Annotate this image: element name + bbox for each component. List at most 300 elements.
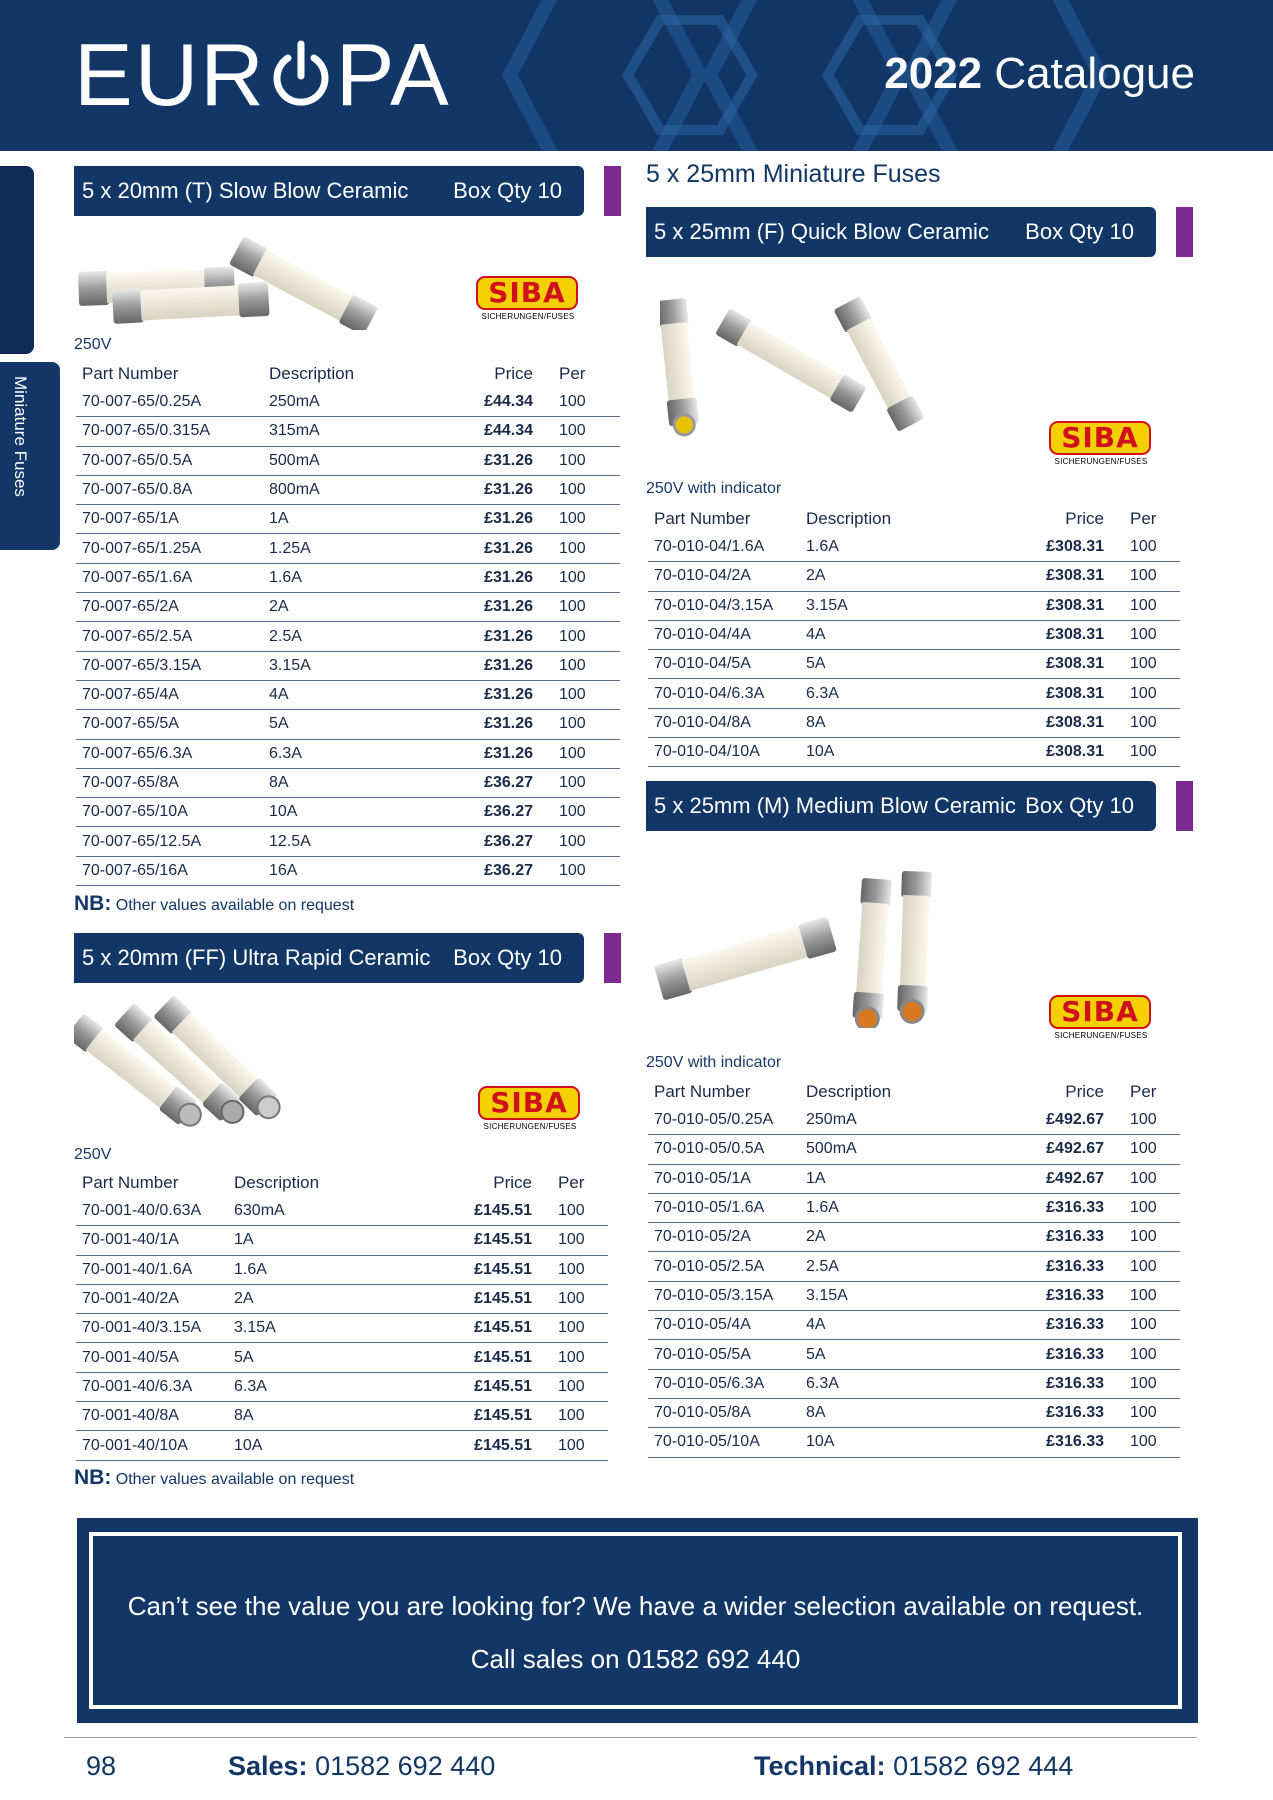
section-qty: Box Qty 10: [453, 178, 562, 203]
cell-price: £145.51: [448, 1197, 538, 1226]
cell-per: 100: [538, 1431, 608, 1460]
cell-price: £145.51: [448, 1314, 538, 1343]
cell-part-number: 70-010-04/2A: [648, 562, 800, 591]
cell-per: 100: [539, 622, 620, 651]
note-label: NB:: [74, 892, 112, 915]
table-row: [648, 708, 1180, 737]
table-row: [76, 563, 620, 592]
table-row: [76, 827, 620, 856]
cell-part-number: 70-007-65/6.3A: [76, 739, 263, 768]
cell-price: £145.51: [448, 1372, 538, 1401]
table-row: [76, 856, 620, 885]
col-price: Price: [494, 364, 533, 383]
cell-price: £36.27: [463, 827, 539, 856]
cell-part-number: 70-001-40/2A: [76, 1284, 228, 1313]
table-row: [76, 1314, 608, 1343]
siba-subtitle: SICHERUNGEN/FUSES: [483, 1122, 577, 1131]
price-table-slow-blow: [76, 360, 620, 886]
siba-subtitle: SICHERUNGEN/FUSES: [481, 312, 575, 321]
ultra-rapid-fuse-image: [74, 995, 304, 1145]
cell-description: 5A: [228, 1343, 448, 1372]
siba-logo: [1049, 995, 1153, 1045]
cell-per: 100: [538, 1343, 608, 1372]
cell-price: £31.26: [463, 710, 539, 739]
cell-per: 100: [539, 475, 620, 504]
col-part-number: Part Number: [82, 364, 179, 383]
catalogue-title: [884, 49, 1195, 98]
cell-part-number: 70-007-65/8A: [76, 768, 263, 797]
table-row: [648, 1398, 1180, 1427]
cell-price: £44.34: [463, 417, 539, 446]
cell-part-number: 70-010-05/2A: [648, 1223, 800, 1252]
table-row: [76, 446, 620, 475]
table-row: [76, 1255, 608, 1284]
cell-part-number: 70-001-40/1A: [76, 1226, 228, 1255]
cell-description: 1.6A: [800, 533, 1020, 562]
cell-description: 1A: [800, 1164, 1020, 1193]
table-row: [648, 1252, 1180, 1281]
cell-description: 1.6A: [228, 1255, 448, 1284]
cell-per: 100: [539, 505, 620, 534]
cell-part-number: 70-001-40/6.3A: [76, 1372, 228, 1401]
cell-price: £316.33: [1020, 1369, 1110, 1398]
cell-description: 1.25A: [263, 534, 463, 563]
cell-description: 5A: [800, 1340, 1020, 1369]
cell-description: 630mA: [228, 1197, 448, 1226]
accent-marker: [604, 933, 621, 983]
cell-part-number: 70-007-65/2.5A: [76, 622, 263, 651]
table-row: [648, 1311, 1180, 1340]
technical-number[interactable]: 01582 692 444: [893, 1751, 1074, 1781]
cell-per: 100: [1110, 1369, 1180, 1398]
cell-description: 10A: [800, 1428, 1020, 1457]
table-row: [76, 1226, 608, 1255]
cell-part-number: 70-007-65/1A: [76, 505, 263, 534]
col-description: Description: [269, 364, 355, 383]
cell-per: 100: [1110, 1428, 1180, 1457]
table-row: [76, 768, 620, 797]
section-name: 5 x 25mm (M) Medium Blow Ceramic: [654, 793, 1016, 818]
table-row: [648, 562, 1180, 591]
col-per: Per: [1130, 509, 1157, 528]
siba-subtitle: SICHERUNGEN/FUSES: [1054, 1031, 1148, 1040]
table-row: [648, 650, 1180, 679]
note-text: Other values available on request: [115, 897, 355, 914]
cell-price: £31.26: [463, 563, 539, 592]
footer-sales: [228, 1751, 495, 1782]
cell-per: 100: [538, 1226, 608, 1255]
cell-description: 10A: [800, 738, 1020, 767]
section-bar-quick-blow: [646, 207, 1156, 257]
cell-description: 3.15A: [263, 651, 463, 680]
cell-description: 500mA: [800, 1135, 1020, 1164]
accent-marker: [1176, 207, 1193, 257]
side-tab-miniature-fuses[interactable]: [0, 362, 60, 550]
request-banner: [77, 1518, 1198, 1723]
cell-description: 1A: [228, 1226, 448, 1255]
logo-text-end: PA: [335, 25, 451, 124]
cell-per: 100: [539, 739, 620, 768]
cell-part-number: 70-010-05/2.5A: [648, 1252, 800, 1281]
section-bar-slow-blow: [74, 166, 584, 216]
table-row: [76, 475, 620, 504]
note-section2: [74, 1466, 354, 1490]
table-row: [648, 1164, 1180, 1193]
col-per: Per: [558, 1173, 585, 1192]
cell-description: 4A: [800, 620, 1020, 649]
col-price: Price: [493, 1173, 532, 1192]
cell-part-number: 70-007-65/5A: [76, 710, 263, 739]
cell-per: 100: [538, 1255, 608, 1284]
section-bar-medium-blow: [646, 781, 1156, 831]
cell-price: £145.51: [448, 1431, 538, 1460]
cell-description: 250mA: [800, 1106, 1020, 1135]
cell-per: 100: [1110, 708, 1180, 737]
cell-price: £308.31: [1020, 620, 1110, 649]
cell-price: £145.51: [448, 1343, 538, 1372]
table-row: [76, 739, 620, 768]
cell-part-number: 70-001-40/8A: [76, 1402, 228, 1431]
col-per: Per: [1130, 1082, 1157, 1101]
cell-description: 8A: [800, 1398, 1020, 1427]
siba-logo: [478, 1086, 582, 1136]
cell-per: 100: [539, 827, 620, 856]
cell-description: 12.5A: [263, 827, 463, 856]
cell-per: 100: [539, 417, 620, 446]
cell-description: 6.3A: [228, 1372, 448, 1401]
price-table-quick-blow: [648, 505, 1180, 767]
cell-description: 3.15A: [800, 1281, 1020, 1310]
cell-price: £145.51: [448, 1226, 538, 1255]
side-tab-previous[interactable]: [0, 166, 34, 354]
table-row: [76, 1431, 608, 1460]
cell-part-number: 70-010-05/10A: [648, 1428, 800, 1457]
cell-price: £316.33: [1020, 1398, 1110, 1427]
voltage-label: 250V with indicator: [646, 1054, 782, 1071]
cell-per: 100: [1110, 562, 1180, 591]
col-part-number: Part Number: [82, 1173, 179, 1192]
cell-per: 100: [1110, 1193, 1180, 1222]
cell-price: £308.31: [1020, 708, 1110, 737]
cell-description: 1A: [263, 505, 463, 534]
cell-per: 100: [1110, 1311, 1180, 1340]
cell-description: 3.15A: [800, 591, 1020, 620]
cell-description: 6.3A: [800, 1369, 1020, 1398]
power-icon: [270, 36, 332, 114]
cell-part-number: 70-007-65/16A: [76, 856, 263, 885]
cell-price: £31.26: [463, 651, 539, 680]
table-row: [648, 1223, 1180, 1252]
cell-part-number: 70-007-65/2A: [76, 593, 263, 622]
col-description: Description: [806, 509, 892, 528]
cell-per: 100: [1110, 1223, 1180, 1252]
table-row: [76, 593, 620, 622]
cell-price: £316.33: [1020, 1252, 1110, 1281]
cell-per: 100: [539, 446, 620, 475]
cell-part-number: 70-010-05/4A: [648, 1311, 800, 1340]
siba-brand: SIBA: [476, 276, 578, 310]
cell-price: £316.33: [1020, 1281, 1110, 1310]
table-row: [76, 798, 620, 827]
cell-price: £316.33: [1020, 1428, 1110, 1457]
cell-price: £316.33: [1020, 1340, 1110, 1369]
table-row: [76, 417, 620, 446]
cell-per: 100: [538, 1284, 608, 1313]
cell-description: 2A: [800, 1223, 1020, 1252]
cell-per: 100: [538, 1314, 608, 1343]
section-qty: Box Qty 10: [1025, 793, 1134, 818]
cell-per: 100: [1110, 1340, 1180, 1369]
cell-part-number: 70-010-04/10A: [648, 738, 800, 767]
cell-part-number: 70-007-65/12.5A: [76, 827, 263, 856]
cell-part-number: 70-007-65/3.15A: [76, 651, 263, 680]
table-row: [76, 651, 620, 680]
cell-part-number: 70-010-04/1.6A: [648, 533, 800, 562]
siba-logo: [1049, 421, 1153, 471]
footer-divider: [64, 1737, 1197, 1738]
voltage-label: 250V with indicator: [646, 480, 782, 497]
table-row: [648, 1428, 1180, 1457]
cell-per: 100: [539, 593, 620, 622]
section-bar-ultra-rapid: [74, 933, 584, 983]
cell-price: £492.67: [1020, 1164, 1110, 1193]
col-per: Per: [559, 364, 586, 383]
siba-subtitle: SICHERUNGEN/FUSES: [1054, 457, 1148, 466]
cell-price: £44.34: [463, 388, 539, 417]
cell-per: 100: [1110, 1252, 1180, 1281]
cell-part-number: 70-010-04/4A: [648, 620, 800, 649]
note-label: NB:: [74, 1466, 112, 1489]
cell-price: £316.33: [1020, 1311, 1110, 1340]
table-row: [648, 591, 1180, 620]
cell-description: 2A: [800, 562, 1020, 591]
cell-per: 100: [1110, 1281, 1180, 1310]
col-part-number: Part Number: [654, 1082, 751, 1101]
cell-per: 100: [539, 768, 620, 797]
price-table-medium-blow: [648, 1078, 1180, 1458]
cell-part-number: 70-010-05/1.6A: [648, 1193, 800, 1222]
cell-description: 2A: [263, 593, 463, 622]
cell-part-number: 70-010-05/6.3A: [648, 1369, 800, 1398]
col-description: Description: [806, 1082, 892, 1101]
cell-price: £36.27: [463, 856, 539, 885]
cell-price: £31.26: [463, 739, 539, 768]
cell-description: 8A: [800, 708, 1020, 737]
cell-description: 1.6A: [263, 563, 463, 592]
cell-price: £145.51: [448, 1284, 538, 1313]
table-row: [648, 533, 1180, 562]
table-header-row: [648, 1078, 1180, 1106]
cell-price: £36.27: [463, 768, 539, 797]
cell-description: 1.6A: [800, 1193, 1020, 1222]
cell-description: 8A: [263, 768, 463, 797]
side-tab-label: Miniature Fuses: [11, 376, 30, 497]
footer-technical: [754, 1751, 1073, 1782]
cell-part-number: 70-010-04/6.3A: [648, 679, 800, 708]
cell-per: 100: [539, 710, 620, 739]
col-part-number: Part Number: [654, 509, 751, 528]
section-name: 5 x 25mm (F) Quick Blow Ceramic: [654, 219, 989, 244]
table-row: [648, 1369, 1180, 1398]
cell-description: 500mA: [263, 446, 463, 475]
table-row: [76, 680, 620, 709]
accent-marker: [604, 166, 621, 216]
col-price: Price: [1065, 509, 1104, 528]
cell-part-number: 70-007-65/1.6A: [76, 563, 263, 592]
cell-description: 5A: [263, 710, 463, 739]
cell-part-number: 70-001-40/3.15A: [76, 1314, 228, 1343]
table-row: [76, 1197, 608, 1226]
table-row: [76, 534, 620, 563]
cell-part-number: 70-010-05/8A: [648, 1398, 800, 1427]
cell-description: 10A: [263, 798, 463, 827]
cell-per: 100: [1110, 533, 1180, 562]
catalogue-year: 2022: [884, 49, 983, 98]
page-number: 98: [86, 1751, 117, 1781]
cell-description: 8A: [228, 1402, 448, 1431]
cell-part-number: 70-007-65/0.25A: [76, 388, 263, 417]
cell-part-number: 70-010-04/8A: [648, 708, 800, 737]
banner-frame: [89, 1532, 1182, 1709]
table-row: [648, 1106, 1180, 1135]
cell-part-number: 70-007-65/0.315A: [76, 417, 263, 446]
cell-description: 800mA: [263, 475, 463, 504]
price-table-ultra-rapid: [76, 1169, 608, 1461]
table-row: [76, 622, 620, 651]
table-row: [648, 679, 1180, 708]
cell-per: 100: [539, 534, 620, 563]
medium-blow-fuse-image: [650, 858, 970, 1028]
right-column-title: 5 x 25mm Miniature Fuses: [646, 160, 941, 188]
cell-part-number: 70-007-65/10A: [76, 798, 263, 827]
section-qty: Box Qty 10: [1025, 219, 1134, 244]
cell-per: 100: [1110, 1106, 1180, 1135]
cell-price: £492.67: [1020, 1135, 1110, 1164]
cell-price: £31.26: [463, 534, 539, 563]
cell-description: 6.3A: [263, 739, 463, 768]
cell-price: £36.27: [463, 798, 539, 827]
cell-per: 100: [538, 1197, 608, 1226]
siba-logo: [476, 276, 580, 326]
cell-price: £316.33: [1020, 1223, 1110, 1252]
table-header-row: [648, 505, 1180, 533]
cell-description: 2A: [228, 1284, 448, 1313]
table-row: [76, 505, 620, 534]
cell-part-number: 70-010-05/3.15A: [648, 1281, 800, 1310]
europa-logo: [74, 25, 451, 124]
siba-brand: SIBA: [478, 1086, 580, 1120]
cell-price: £31.26: [463, 593, 539, 622]
cell-description: 10A: [228, 1431, 448, 1460]
section-name: 5 x 20mm (FF) Ultra Rapid Ceramic: [82, 945, 431, 970]
table-row: [76, 1372, 608, 1401]
table-row: [648, 1135, 1180, 1164]
cell-per: 100: [539, 798, 620, 827]
cell-part-number: 70-010-05/0.5A: [648, 1135, 800, 1164]
table-row: [648, 1193, 1180, 1222]
cell-description: 4A: [263, 680, 463, 709]
table-row: [76, 388, 620, 417]
cell-description: 2.5A: [800, 1252, 1020, 1281]
cell-per: 100: [539, 388, 620, 417]
banner-line-2: Call sales on 01582 692 440: [470, 1644, 801, 1674]
cell-price: £492.67: [1020, 1106, 1110, 1135]
cell-price: £145.51: [448, 1255, 538, 1284]
cell-price: £316.33: [1020, 1193, 1110, 1222]
cell-price: £308.31: [1020, 650, 1110, 679]
cell-part-number: 70-010-04/5A: [648, 650, 800, 679]
cell-part-number: 70-007-65/4A: [76, 680, 263, 709]
col-price: Price: [1065, 1082, 1104, 1101]
table-row: [648, 1281, 1180, 1310]
table-row: [76, 1284, 608, 1313]
voltage-label: 250V: [74, 1146, 112, 1163]
cell-per: 100: [539, 856, 620, 885]
cell-per: 100: [1110, 1398, 1180, 1427]
cell-part-number: 70-001-40/5A: [76, 1343, 228, 1372]
cell-per: 100: [1110, 679, 1180, 708]
page-header: [0, 0, 1273, 151]
sales-number[interactable]: 01582 692 440: [315, 1751, 496, 1781]
logo-text-start: EUR: [74, 25, 266, 124]
cell-per: 100: [1110, 1135, 1180, 1164]
cell-price: £31.26: [463, 475, 539, 504]
cell-description: 315mA: [263, 417, 463, 446]
cell-part-number: 70-010-04/3.15A: [648, 591, 800, 620]
cell-per: 100: [1110, 591, 1180, 620]
banner-line-1: Can’t see the value you are looking for? We have a wider selection available on request.: [127, 1591, 1144, 1621]
cell-part-number: 70-010-05/1A: [648, 1164, 800, 1193]
cell-price: £308.31: [1020, 591, 1110, 620]
slow-blow-fuse-image: [74, 228, 414, 330]
cell-per: 100: [1110, 650, 1180, 679]
cell-price: £31.26: [463, 446, 539, 475]
note-text: Other values available on request: [115, 1471, 355, 1488]
cell-part-number: 70-007-65/0.5A: [76, 446, 263, 475]
table-row: [648, 738, 1180, 767]
siba-brand: SIBA: [1049, 995, 1151, 1029]
cell-price: £31.26: [463, 505, 539, 534]
cell-price: £308.31: [1020, 679, 1110, 708]
table-row: [76, 1402, 608, 1431]
cell-per: 100: [1110, 738, 1180, 767]
cell-description: 250mA: [263, 388, 463, 417]
cell-description: 2.5A: [263, 622, 463, 651]
cell-part-number: 70-010-05/0.25A: [648, 1106, 800, 1135]
table-header-row: [76, 360, 620, 388]
col-description: Description: [234, 1173, 320, 1192]
sales-label: Sales:: [228, 1751, 308, 1781]
siba-brand: SIBA: [1049, 421, 1151, 455]
technical-label: Technical:: [754, 1751, 886, 1781]
catalogue-label: Catalogue: [994, 49, 1195, 98]
cell-per: 100: [1110, 1164, 1180, 1193]
cell-description: 6.3A: [800, 679, 1020, 708]
cell-price: £308.31: [1020, 533, 1110, 562]
accent-marker: [1176, 781, 1193, 831]
cell-per: 100: [538, 1372, 608, 1401]
cell-price: £31.26: [463, 680, 539, 709]
section-qty: Box Qty 10: [453, 945, 562, 970]
cell-part-number: 70-001-40/10A: [76, 1431, 228, 1460]
cell-per: 100: [538, 1402, 608, 1431]
cell-per: 100: [539, 563, 620, 592]
cell-part-number: 70-007-65/0.8A: [76, 475, 263, 504]
cell-description: 3.15A: [228, 1314, 448, 1343]
table-row: [76, 710, 620, 739]
cell-description: 4A: [800, 1311, 1020, 1340]
cell-part-number: 70-001-40/1.6A: [76, 1255, 228, 1284]
